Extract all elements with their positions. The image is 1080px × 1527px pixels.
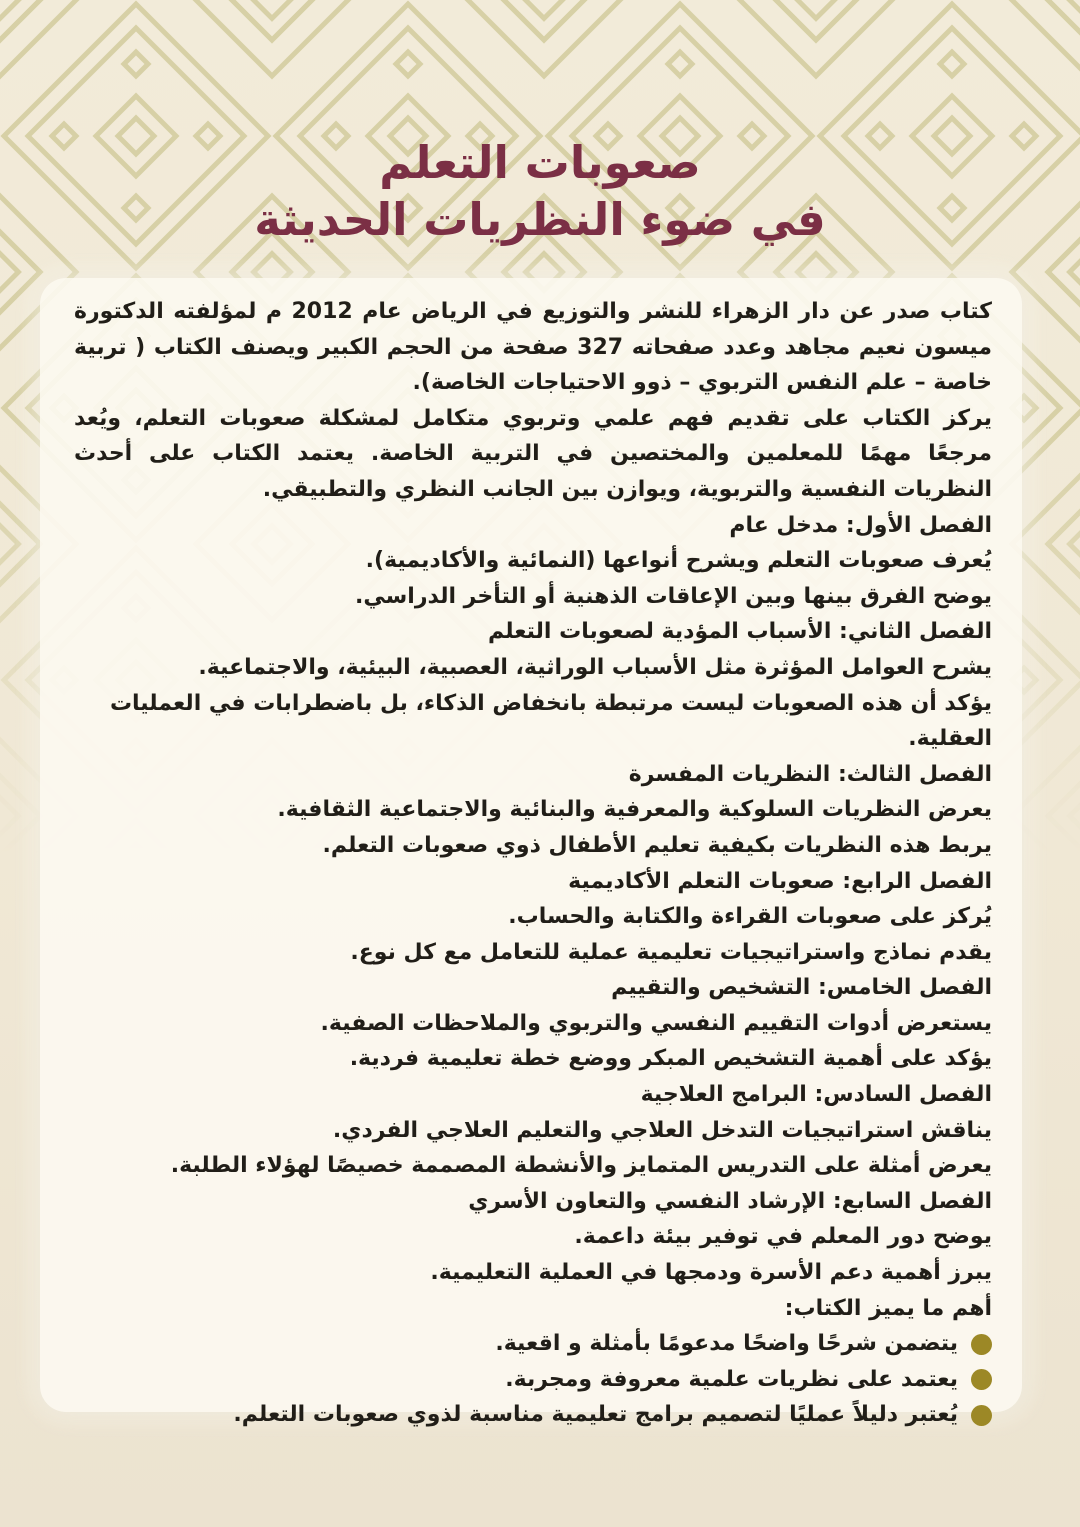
chapter-heading: الفصل الثاني: الأسباب المؤدية لصعوبات التعلم (488, 619, 992, 645)
chapter-heading: الفصل السابع: الإرشاد النفسي والتعاون الأسري (468, 1188, 992, 1214)
bullet-dot-icon (971, 1369, 992, 1390)
feature-bullet-item (74, 1326, 992, 1362)
content-line: يؤكد على أهمية التشخيص المبكر ووضع خطة تعليمية فردية. (349, 1046, 992, 1072)
bullet-dot-icon (971, 1405, 992, 1426)
overview-paragraph: يركز الكتاب على تقديم فهم علمي وتربوي متكامل لمشكلة صعوبات التعلم، ويُعد مرجعًا مهمًا للمعلمين والمختصين في التربية الخاصة. يعتمد الكتاب على أحدث النظريات النفسية والتربوية، ويوازن بين الجانب النظري والتطبيقي. (74, 405, 992, 502)
content-line: يناقش استراتيجيات التدخل العلاجي والتعليم العلاجي الفردي. (332, 1117, 992, 1143)
title-line-2: في ضوء النظريات الحديثة (254, 193, 826, 246)
feature-bullet-item (74, 1362, 992, 1398)
feature-bullet-item (74, 1397, 992, 1433)
chapter-heading: الفصل الأول: مدخل عام (729, 512, 992, 538)
content-line: يوضح دور المعلم في توفير بيئة داعمة. (574, 1224, 992, 1250)
content-line: يُركز على صعوبات القراءة والكتابة والحساب. (508, 904, 992, 930)
content-line: يقدم نماذج واستراتيجيات تعليمية عملية للتعامل مع كل نوع. (350, 939, 992, 965)
content-line: يعرض أمثلة على التدريس المتمايز والأنشطة المصممة خصيصًا لهؤلاء الطلبة. (170, 1153, 992, 1179)
book-title (0, 134, 1080, 248)
content-line: يُعرف صعوبات التعلم ويشرح أنواعها (النمائية والأكاديمية). (365, 548, 992, 574)
chapter-heading: الفصل الثالث: النظريات المفسرة (628, 761, 992, 787)
bullet-text: يُعتبر دليلاً عمليًا لتصميم برامج تعليمية مناسبة لذوي صعوبات التعلم. (233, 1402, 958, 1428)
content-line: يعرض النظريات السلوكية والمعرفية والبنائية والاجتماعية الثقافية. (277, 797, 992, 823)
content-line: يبرز أهمية دعم الأسرة ودمجها في العملية التعليمية. (430, 1260, 992, 1286)
content-line: يشرح العوامل المؤثرة مثل الأسباب الوراثية، العصبية، البيئية، والاجتماعية. (198, 654, 992, 680)
content-line: يربط هذه النظريات بكيفية تعليم الأطفال ذوي صعوبات التعلم. (322, 832, 992, 858)
content-body (40, 278, 1022, 1428)
chapter-heading: الفصل الخامس: التشخيص والتقييم (611, 975, 992, 1001)
chapter-heading: الفصل الرابع: صعوبات التعلم الأكاديمية (568, 868, 992, 894)
chapter-heading: أهم ما يميز الكتاب: (784, 1295, 992, 1321)
title-line-1: صعوبات التعلم (379, 136, 701, 189)
bullet-text: يعتمد على نظريات علمية معروفة ومجربة. (505, 1366, 958, 1392)
bullet-dot-icon (971, 1334, 992, 1355)
content-card (40, 278, 1022, 1428)
content-line: يؤكد أن هذه الصعوبات ليست مرتبطة بانخفاض الذكاء، بل باضطرابات في العمليات العقلية. (109, 690, 992, 752)
intro-paragraph: كتاب صدر عن دار الزهراء للنشر والتوزيع في الرياض عام 2012 م لمؤلفته الدكتورة ميسون نعيم مجاهد وعدد صفحاته 327 صفحة من الحجم الكبير ويصنف الكتاب ( تربية خاصة – علم النفس التربوي – ذوو الاحتياجات الخاصة). (74, 299, 992, 396)
chapter-heading: الفصل السادس: البرامج العلاجية (640, 1082, 992, 1108)
bullet-text: يتضمن شرحًا واضحًا مدعومًا بأمثلة و اقعية. (495, 1331, 958, 1357)
content-line: يوضح الفرق بينها وبين الإعاقات الذهنية أو التأخر الدراسي. (355, 583, 992, 609)
content-line: يستعرض أدوات التقييم النفسي والتربوي والملاحظات الصفية. (320, 1010, 992, 1036)
